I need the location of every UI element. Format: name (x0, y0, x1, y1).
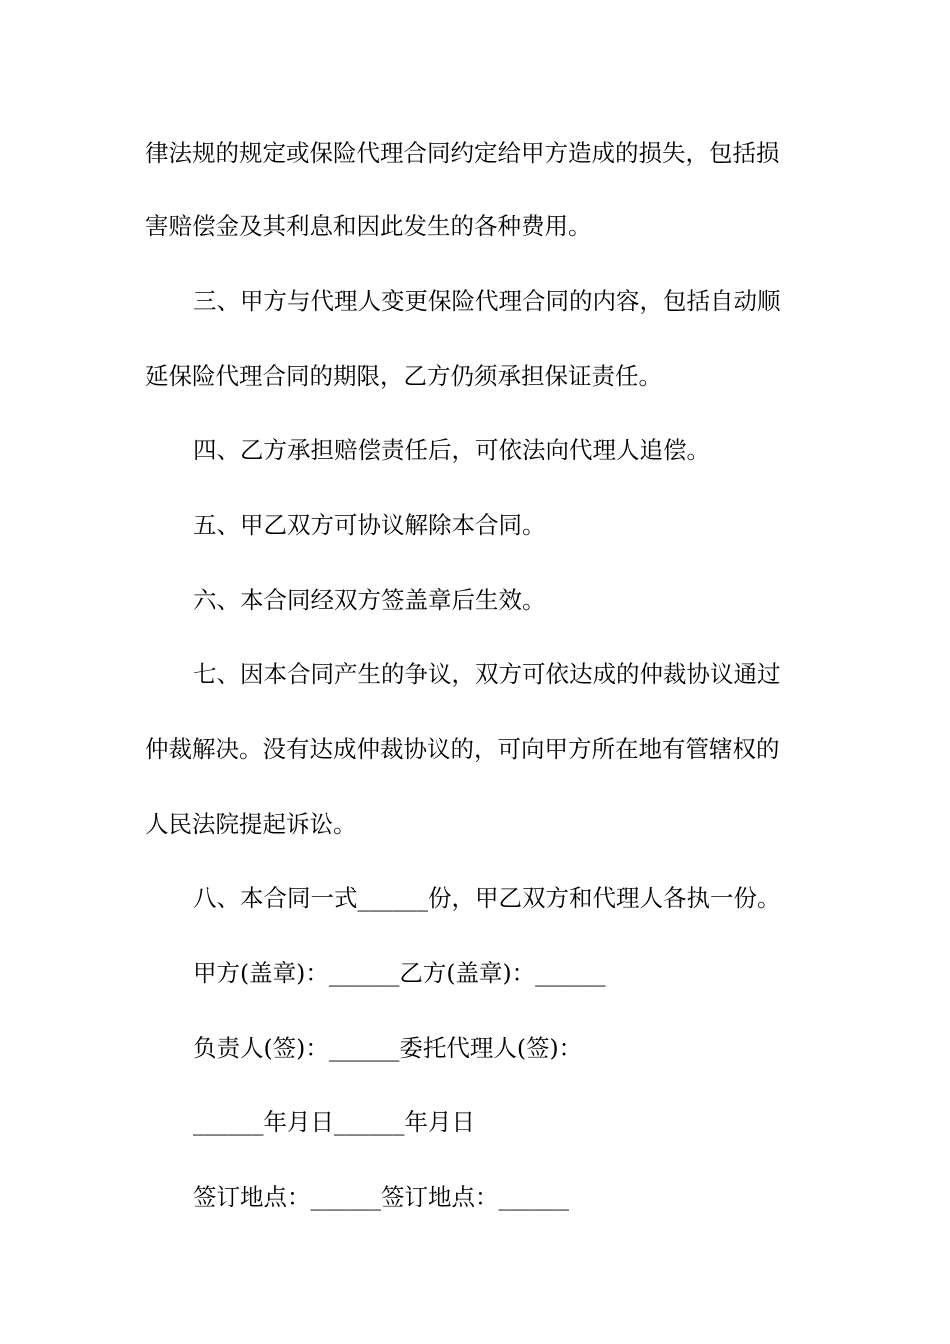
text-line-damages: 害赔偿金及其利息和因此发生的各种费用。 (145, 212, 592, 240)
signature-person-line: 负责人(签)：______委托代理人(签)： (193, 1034, 583, 1062)
clause-7-line-1: 七、因本合同产生的争议，双方可依达成的仲裁协议通过 (193, 660, 781, 688)
clause-7-line-3: 人民法院提起诉讼。 (145, 810, 357, 838)
signature-seal-line: 甲方(盖章)：______乙方(盖章)：______ (193, 959, 606, 987)
clause-6: 六、本合同经双方签盖章后生效。 (193, 586, 546, 614)
clause-3-line-2: 延保险代理合同的期限，乙方仍须承担保证责任。 (145, 362, 662, 390)
clause-7-line-2: 仲裁解决。没有达成仲裁协议的，可向甲方所在地有管辖权的 (145, 735, 780, 763)
clause-4: 四、乙方承担赔偿责任后，可依法向代理人追偿。 (193, 436, 710, 464)
signature-date-line: ______年月日______年月日 (193, 1108, 475, 1136)
signing-location-line: 签订地点：______签订地点：______ (193, 1183, 569, 1211)
clause-3-line-1: 三、甲方与代理人变更保险代理合同的内容，包括自动顺 (193, 287, 781, 315)
clause-5: 五、甲乙双方可协议解除本合同。 (193, 511, 546, 539)
text-line-liability-continued: 律法规的规定或保险代理合同约定给甲方造成的损失，包括损 (145, 139, 780, 167)
clause-8: 八、本合同一式______份，甲乙双方和代理人各执一份。 (193, 884, 781, 912)
